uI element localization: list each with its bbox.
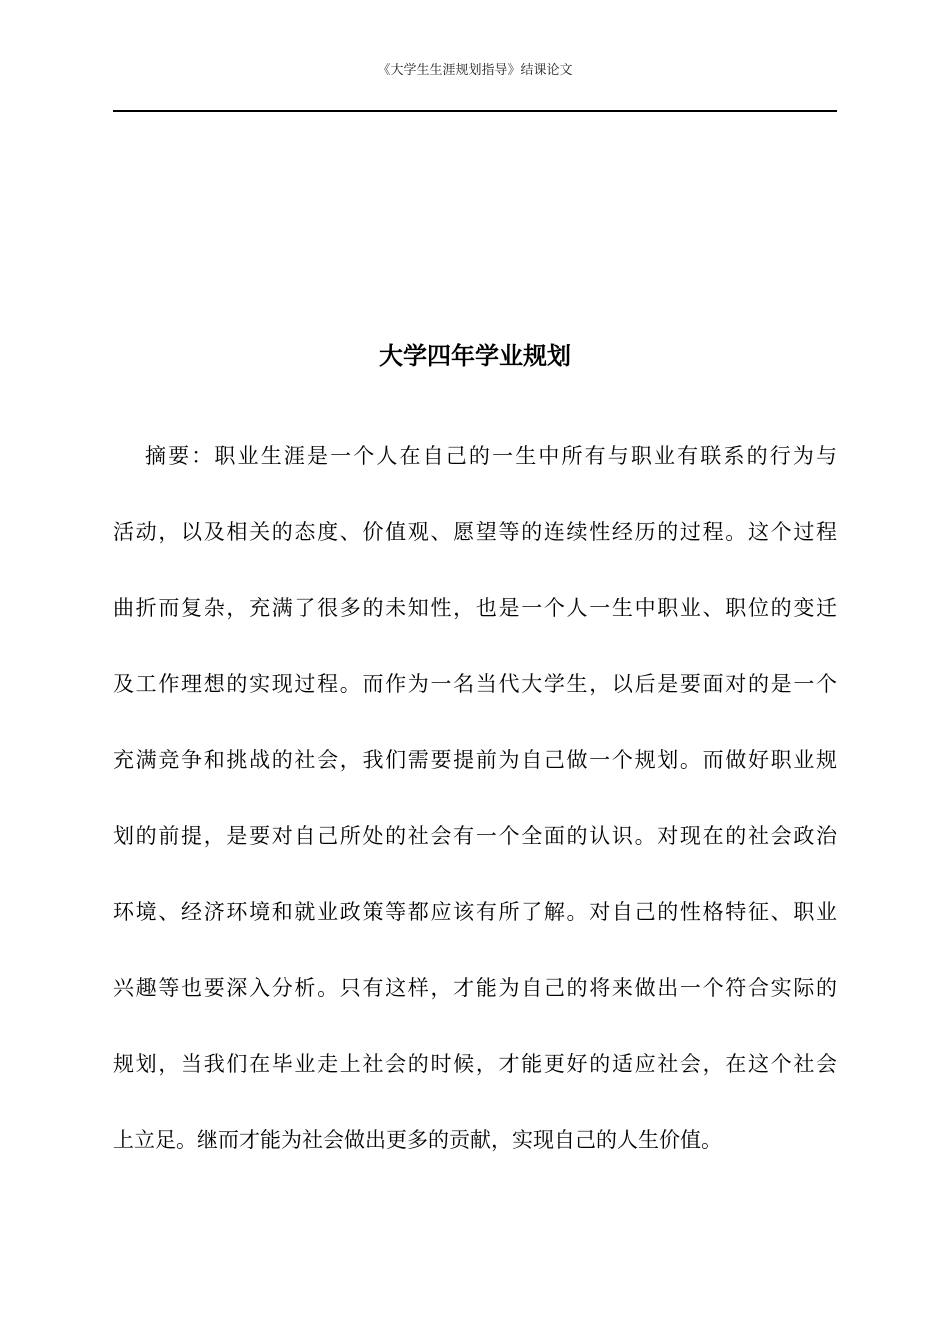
abstract-line: 充满竞争和挑战的社会，我们需要提前为自己做一个规划。而做好职业规 — [113, 748, 837, 772]
header-divider — [113, 110, 837, 112]
running-header: 《大学生生涯规划指导》结课论文 — [377, 63, 573, 78]
abstract-line: 环境、经济环境和就业政策等都应该有所了解。对自己的性格特征、职业 — [113, 900, 837, 924]
abstract-line: 曲折而复杂，充满了很多的未知性，也是一个人一生中职业、职位的变迁 — [113, 596, 837, 620]
abstract-line: 及工作理想的实现过程。而作为一名当代大学生，以后是要面对的是一个 — [113, 672, 837, 696]
abstract-line: 摘要：职业生涯是一个人在自己的一生中所有与职业有联系的行为与 — [145, 444, 837, 468]
abstract-line: 规划，当我们在毕业走上社会的时候，才能更好的适应社会，在这个社会 — [113, 1052, 837, 1076]
abstract-line: 兴趣等也要深入分析。只有这样，才能为自己的将来做出一个符合实际的 — [113, 976, 837, 1000]
abstract-line: 上立足。继而才能为社会做出更多的贡献，实现自己的人生价值。 — [113, 1128, 722, 1152]
page-title: 大学四年学业规划 — [379, 342, 571, 370]
abstract-line: 划的前提，是要对自己所处的社会有一个全面的认识。对现在的社会政治 — [113, 824, 837, 848]
abstract-paragraph — [113, 434, 837, 1194]
abstract-line: 活动，以及相关的态度、价值观、愿望等的连续性经历的过程。这个过程 — [113, 520, 837, 544]
